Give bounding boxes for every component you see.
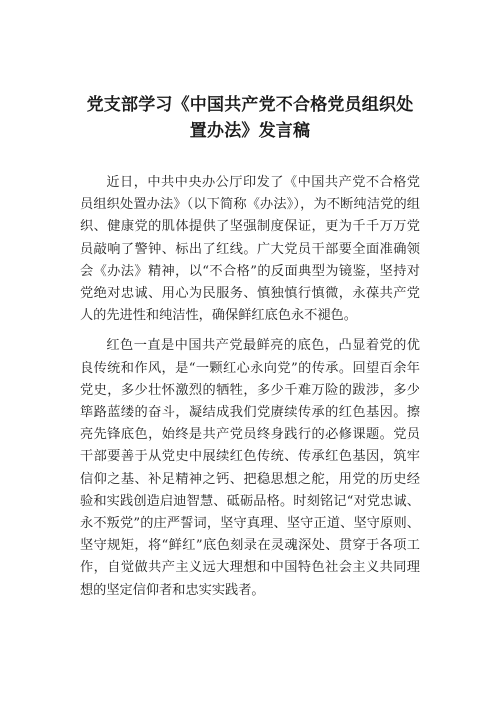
document-title: 党支部学习《中国共产党不合格党员组织处置办法》发言稿 — [86, 95, 414, 141]
paragraph-1: 近日，中共中央办公厅印发了《中国共产党不合格党员组织处置办法》（以下简称《办法》），为不断纯洁党的组织、健康党的肌体提供了坚强制度保证，更为千千万万党员敲响了警钟、标出了红线。广大党员干部要全面准确领会《办法》精神，以“不合格”的反面典型为镜鉴，坚持对党绝对忠诚、用心为民服务、慎独慎行慎微，永葆共产党人的先进性和纯洁性，确保鲜红底色永不褪色。 — [80, 175, 420, 324]
document-body — [80, 172, 420, 602]
paragraph-2: 红色一直是中国共产党最鲜亮的底色，凸显着党的优良传统和作风，是“一颗红心永向党”的传承。回望百余年党史，多少壮怀激烈的牺牲，多少千难万险的跋涉，多少筚路蓝缕的奋斗，凝结成我们党赓续传承的红色基因。擦亮先锋底色，始终是共产党员终身践行的必修课题。党员干部要善于从党史中展续红色传统、传承红色基因，筑牢信仰之基、补足精神之钙、把稳思想之舵，用党的历史经验和实践创造启迪智慧、砥砺品格。时刻铭记“对党忠诚、永不叛党”的庄严誓词，坚守真理、坚守正道、坚守原则、坚守规矩，将“鲜红”底色刻录在灵魂深处、贯穿于各项工作，自觉做共产主义远大理想和中国特色社会主义共同理想的坚定信仰者和忠实实践者。 — [80, 338, 420, 598]
